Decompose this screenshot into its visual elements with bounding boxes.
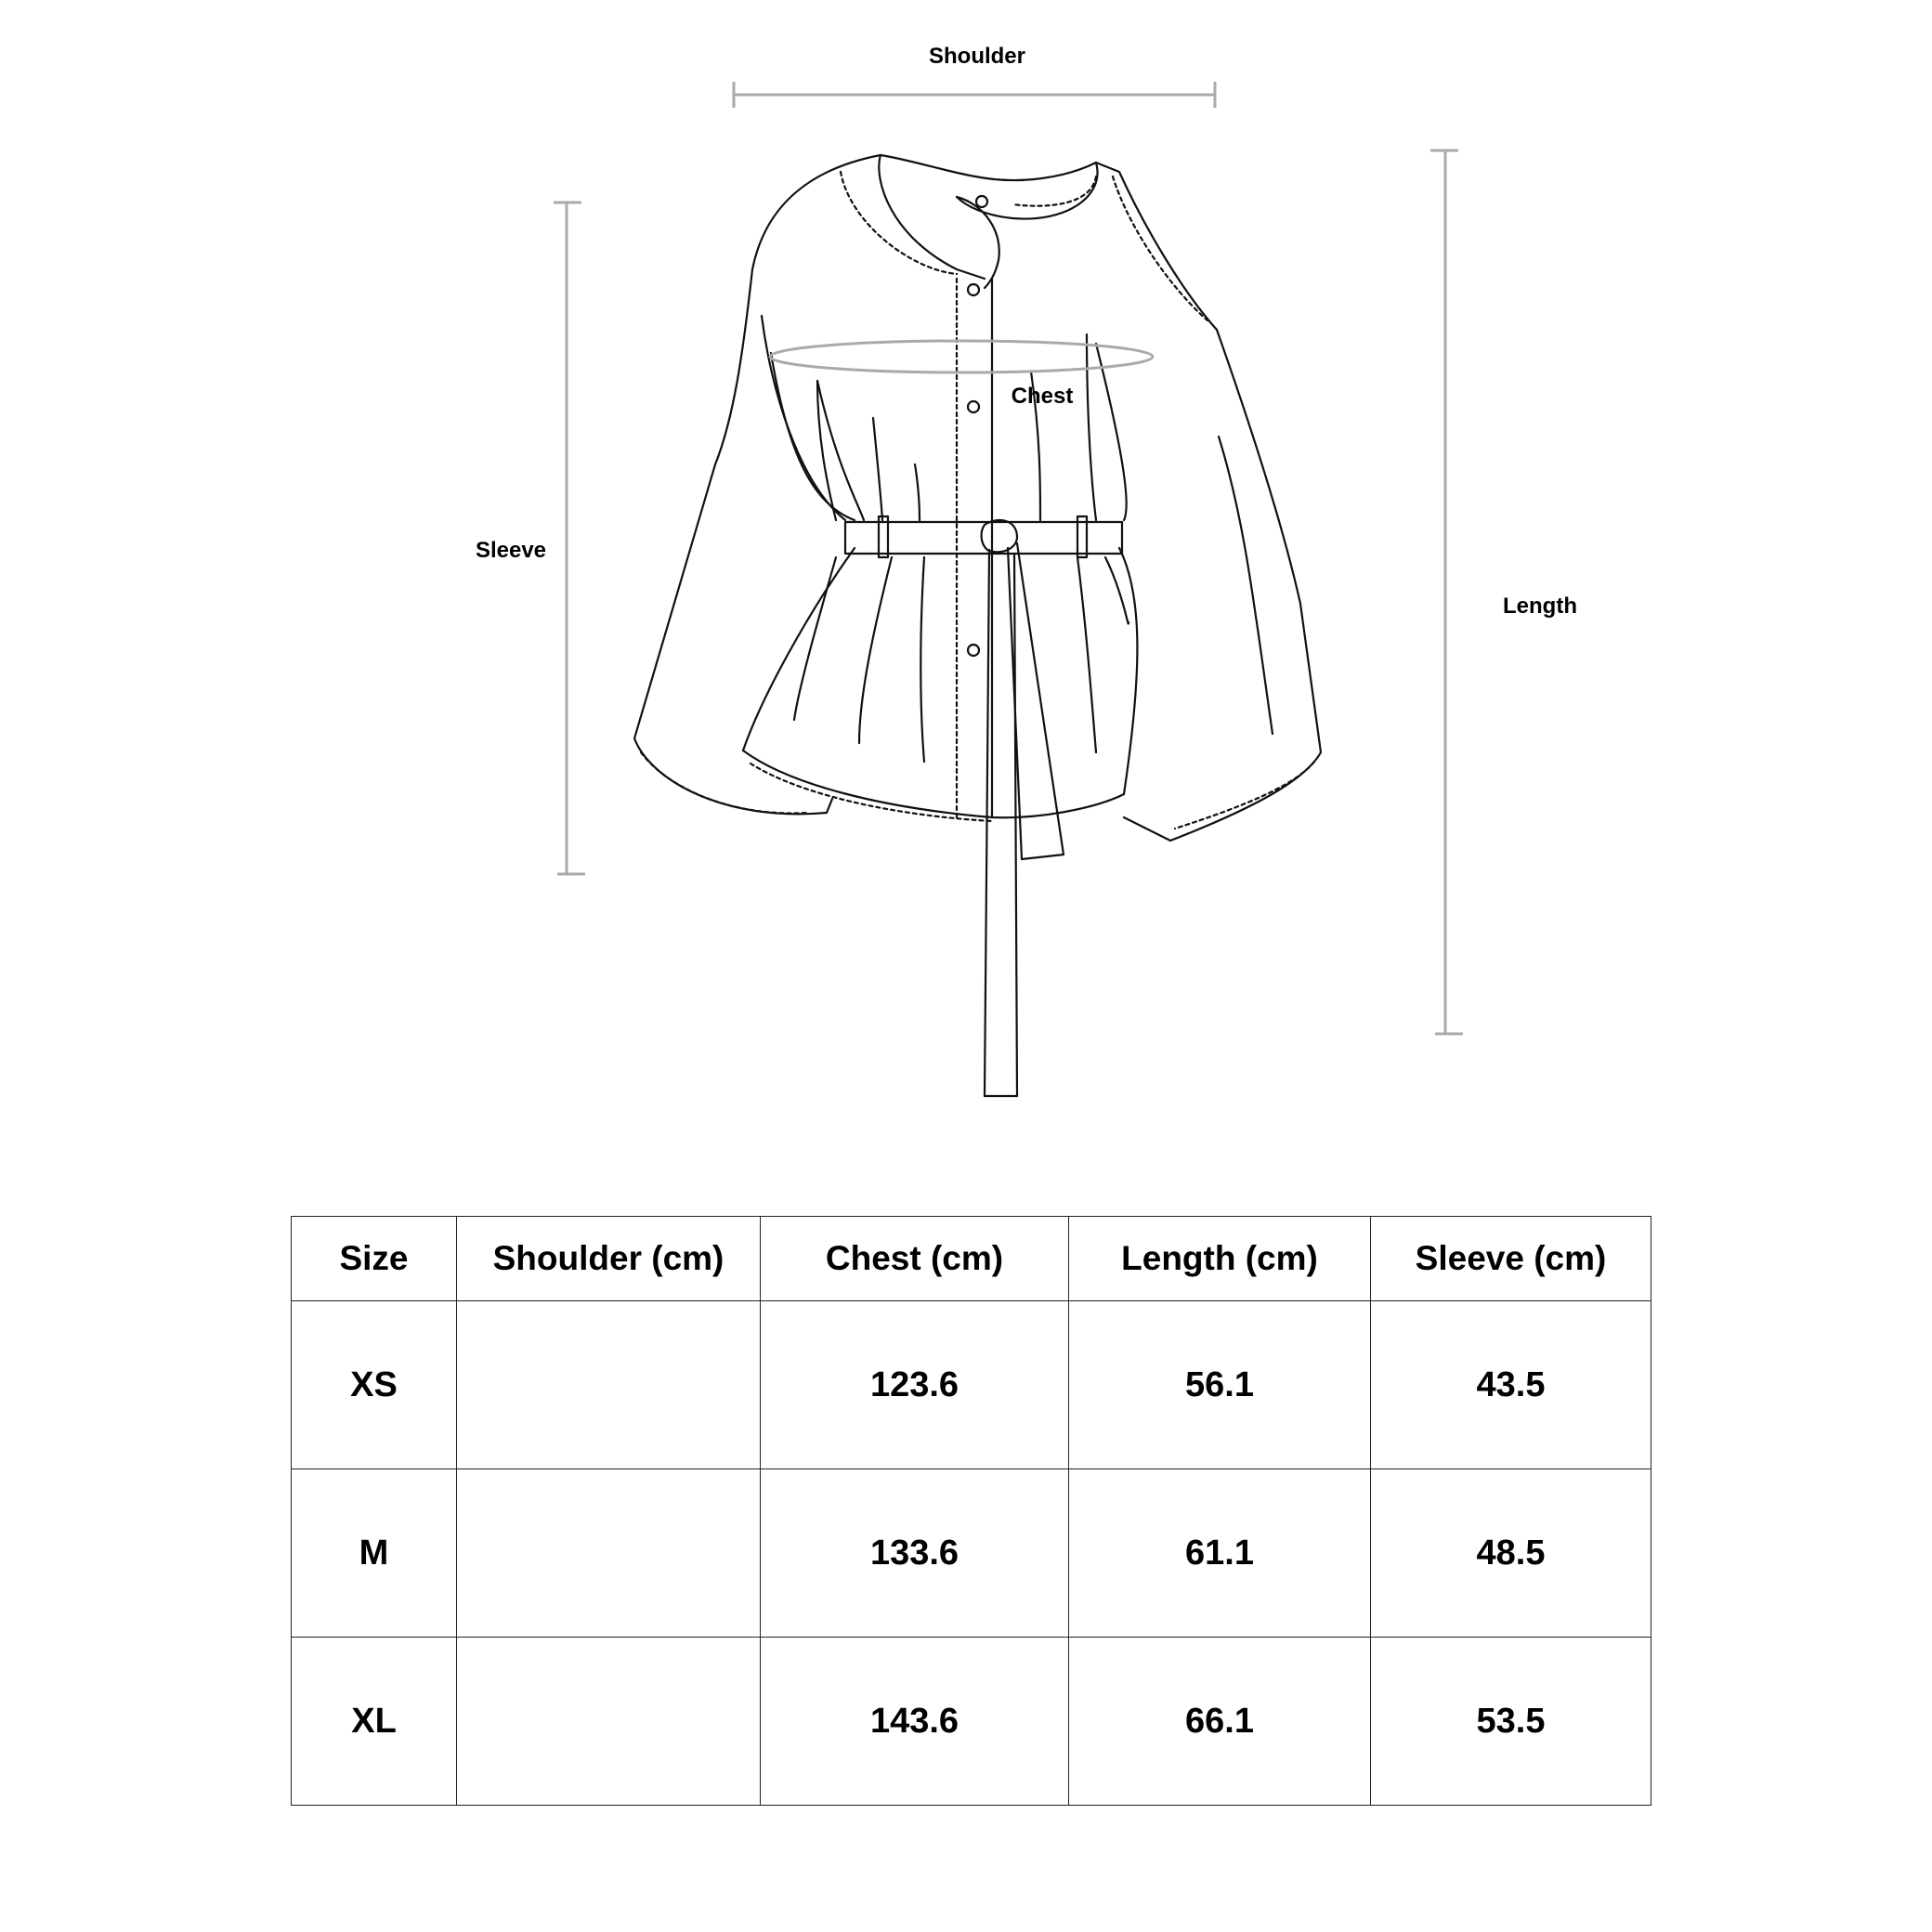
cell-shoulder bbox=[457, 1638, 761, 1806]
length-measure bbox=[1430, 150, 1577, 1034]
shoulder-measure bbox=[734, 44, 1215, 108]
cell-length: 61.1 bbox=[1069, 1469, 1371, 1638]
cell-chest: 133.6 bbox=[761, 1469, 1069, 1638]
cell-shoulder bbox=[457, 1469, 761, 1638]
table-row bbox=[292, 1301, 1651, 1469]
header-length: Length (cm) bbox=[1069, 1217, 1371, 1301]
cell-size: XS bbox=[292, 1301, 457, 1469]
header-chest: Chest (cm) bbox=[761, 1217, 1069, 1301]
sleeve-label: Sleeve bbox=[475, 538, 547, 563]
cell-sleeve: 48.5 bbox=[1371, 1469, 1651, 1638]
cell-size: M bbox=[292, 1469, 457, 1638]
header-size: Size bbox=[292, 1217, 457, 1301]
length-label: Length bbox=[1503, 594, 1577, 619]
cell-sleeve: 53.5 bbox=[1371, 1638, 1651, 1806]
cell-sleeve: 43.5 bbox=[1371, 1301, 1651, 1469]
sleeve-measure bbox=[476, 202, 585, 874]
cell-length: 56.1 bbox=[1069, 1301, 1371, 1469]
size-chart-table bbox=[291, 1216, 1651, 1806]
header-shoulder: Shoulder (cm) bbox=[457, 1217, 761, 1301]
cell-length: 66.1 bbox=[1069, 1638, 1371, 1806]
header-sleeve: Sleeve (cm) bbox=[1371, 1217, 1651, 1301]
shoulder-label: Shoulder bbox=[928, 44, 1026, 69]
jacket-illustration bbox=[634, 155, 1321, 1096]
table-header-row bbox=[292, 1217, 1651, 1301]
cell-chest: 123.6 bbox=[761, 1301, 1069, 1469]
cell-shoulder bbox=[457, 1301, 761, 1469]
cell-size: XL bbox=[292, 1638, 457, 1806]
chest-label: Chest bbox=[1011, 384, 1074, 409]
table-row bbox=[292, 1638, 1651, 1806]
cell-chest: 143.6 bbox=[761, 1638, 1069, 1806]
chest-measure bbox=[770, 341, 1153, 409]
table-row bbox=[292, 1469, 1651, 1638]
